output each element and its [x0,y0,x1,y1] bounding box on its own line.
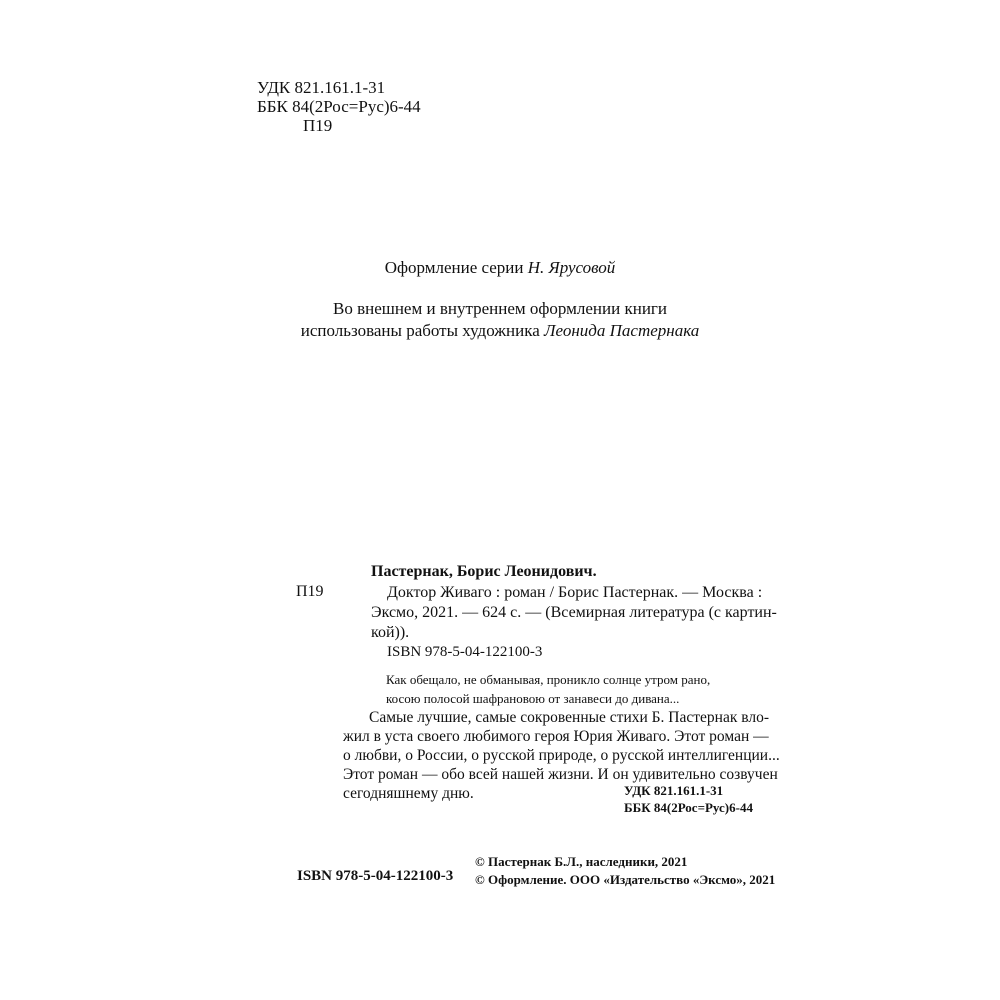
artwork-credit [0,298,1000,342]
artwork-credit-line-1: Во внешнем и внутреннем оформлении книги [332,299,667,318]
bbk-code: ББК 84(2Рос=Рус)6-44 [257,97,421,116]
catalog-author-heading: Пастернак, Борис Леонидович. [371,563,597,580]
catalog-author-mark: П19 [296,583,324,600]
series-designer-name: Н. Ярусовой [527,258,616,277]
copyright-line: © Пастернак Б.Л., наследники, 2021 [475,854,688,869]
annotation-line: Этот роман — обо всей нашей жизни. И он удивительно созвучен [343,766,778,783]
biblio-line: кой)). [371,624,410,641]
copyright-line: © Оформление. ООО «Издательство «Эксмо», 2021 [475,872,776,887]
header-classification-codes [257,78,421,135]
footer-isbn: ISBN 978-5-04-122100-3 [297,868,454,884]
annotation-line: Самые лучшие, самые сокровенные стихи Б. Пастернак вло- [369,709,770,726]
annotation-line: о любви, о России, о русской природе, о русской интеллигенции... [343,747,780,764]
artwork-credit-prefix: использованы работы художника [300,321,545,340]
bibliographic-description [371,583,777,643]
catalog-classification-codes [624,782,753,816]
series-design-credit [0,258,1000,278]
catalog-bbk-code: ББК 84(2Рос=Рус)6-44 [624,800,753,815]
biblio-line: Доктор Живаго : роман / Борис Пастернак. — Москва : [387,584,763,601]
annotation-line: жил в уста своего любимого героя Юрия Живаго. Этот роман — [343,728,769,745]
author-mark: П19 [303,116,333,135]
udk-code: УДК 821.161.1-31 [257,78,386,97]
epigraph [386,670,710,708]
copyright-notice [475,853,775,889]
series-design-prefix: Оформление серии [384,258,528,277]
epigraph-line: Как обещало, не обманывая, проникло солнце утром рано, [386,672,711,687]
annotation-line: сегодняшнему дню. [343,785,474,802]
catalog-udk-code: УДК 821.161.1-31 [624,783,724,798]
artist-name: Леонида Пастернака [544,321,700,340]
biblio-line: Эксмо, 2021. — 624 с. — (Всемирная литература (с картин- [371,604,777,621]
catalog-isbn: ISBN 978-5-04-122100-3 [387,644,543,660]
artwork-credit-line-2 [0,320,1000,342]
epigraph-line: косою полосой шафрановою от занавеси до дивана... [386,691,680,706]
